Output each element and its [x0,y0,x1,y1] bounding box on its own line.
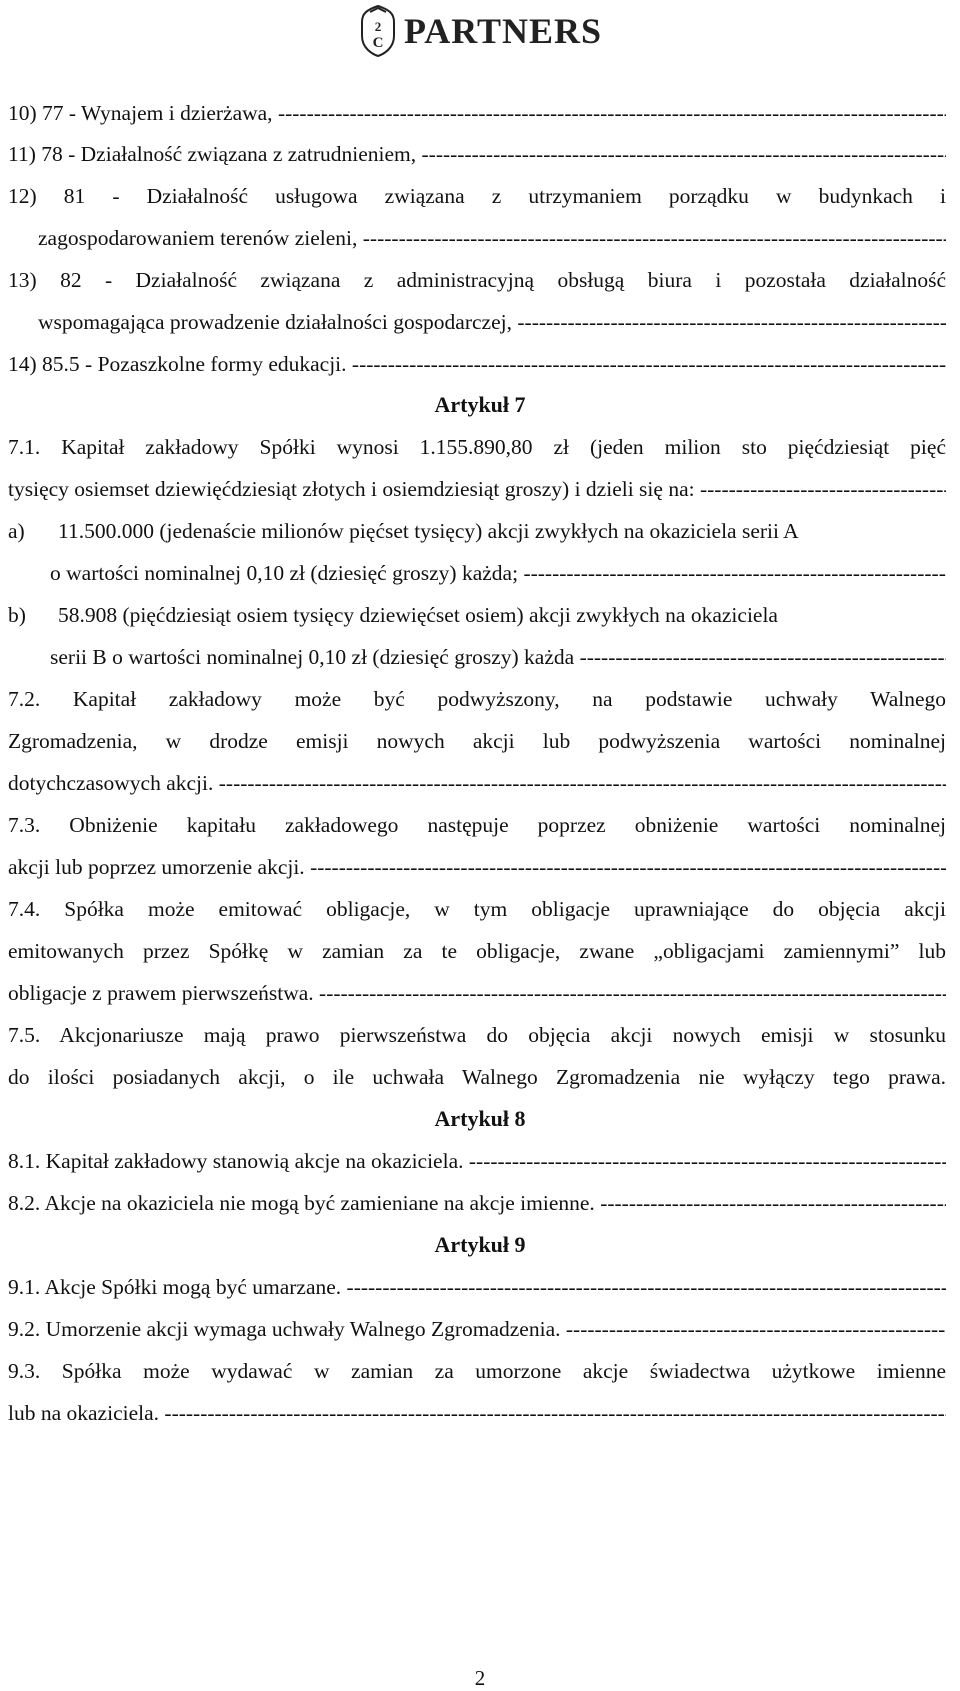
paragraph-line: Zgromadzenia, w drodze emisji nowych akcji lub podwyższenia wartości nominalnej [8,729,946,753]
brand-wordmark: PARTNERS [403,11,603,51]
sub-item-text: 58.908 (pięćdziesiąt osiem tysięcy dziewięćset osiem) akcji zwykłych na okaziciela [58,603,778,627]
paragraph-line: lub na okaziciela. ----- [8,1398,946,1428]
paragraph-line: dotychczasowych akcji. ----- [8,768,946,798]
list-item: 11) 78 - Działalność związana z zatrudnieniem, ----- [8,139,946,169]
list-item-continuation: wspomagająca prowadzenie działalności gospodarczej, ----- [38,307,946,337]
paragraph-line: akcji lub poprzez umorzenie akcji. ----- [8,852,946,882]
list-item: 13) 82 - Działalność związana z administracyjną obsługą biura i pozostała działalność [8,268,946,292]
paragraph-line: 7.1. Kapitał zakładowy Spółki wynosi 1.155.890,80 zł (jeden milion sto pięćdziesiąt pięć [8,435,946,459]
svg-text:2: 2 [374,19,382,34]
paragraph-line: do ilości posiadanych akcji, o ile uchwała Walnego Zgromadzenia nie wyłączy tego prawa. [8,1065,946,1089]
sub-item-b [8,600,946,630]
paragraph-line: tysięcy osiemset dziewięćdziesiąt złotych i osiemdziesiąt groszy) i dzieli się na: ----- [8,474,946,504]
paragraph-line: obligacje z prawem pierwszeństwa. ----- [8,978,946,1008]
sub-item-continuation: o wartości nominalnej 0,10 zł (dziesięć groszy) każda; ----- [50,558,946,588]
article-heading: Artykuł 8 [434,1106,526,1131]
sub-item-text: 11.500.000 (jedenaście milionów pięćset tysięcy) akcji zwykłych na okaziciela serii A [58,519,799,543]
paragraph-line: 7.2. Kapitał zakładowy może być podwyższony, na podstawie uchwały Walnego [8,687,946,711]
paragraph-line: emitowanych przez Spółkę w zamian za te obligacje, zwane „obligacjami zamiennymi” lub [8,939,946,963]
sub-item-label: a) [8,519,25,543]
svg-text:C: C [372,35,384,51]
paragraph-line: 7.4. Spółka może emitować obligacje, w tym obligacje uprawniające do objęcia akcji [8,897,946,921]
paragraph-line: 7.5. Akcjonariusze mają prawo pierwszeństwa do objęcia akcji nowych emisji w stosunku [8,1023,946,1047]
list-item: 10) 77 - Wynajem i dzierżawa, ----- [8,98,946,128]
list-item-continuation: zagospodarowaniem terenów zieleni, ----- [38,223,946,253]
article-heading: Artykuł 9 [434,1232,526,1257]
paragraph-line: 8.2. Akcje na okaziciela nie mogą być zamieniane na akcje imienne. ----- [8,1188,946,1218]
header-logo [0,2,960,60]
paragraph-line: 9.1. Akcje Spółki mogą być umarzane. ----- [8,1272,946,1302]
page-number: 2 [474,1666,486,1690]
sub-item-continuation: serii B o wartości nominalnej 0,10 zł (dziesięć groszy) każda ----- [50,642,946,672]
paragraph-line: 8.1. Kapitał zakładowy stanowią akcje na okaziciela. ----- [8,1146,946,1176]
paragraph-line: 9.3. Spółka może wydawać w zamian za umorzone akcje świadectwa użytkowe imienne [8,1359,946,1383]
list-item: 14) 85.5 - Pozaszkolne formy edukacji. ----- [8,349,946,379]
paragraph-line: 9.2. Umorzenie akcji wymaga uchwały Walnego Zgromadzenia. ----- [8,1314,946,1344]
paragraph-line: 7.3. Obniżenie kapitału zakładowego następuje poprzez obniżenie wartości nominalnej [8,813,946,837]
article-heading: Artykuł 7 [434,392,526,417]
list-item: 12) 81 - Działalność usługowa związana z utrzymaniem porządku w budynkach i [8,184,946,208]
sub-item-label: b) [8,603,26,627]
sub-item-a [8,516,946,546]
crest-emblem-icon [358,4,398,58]
